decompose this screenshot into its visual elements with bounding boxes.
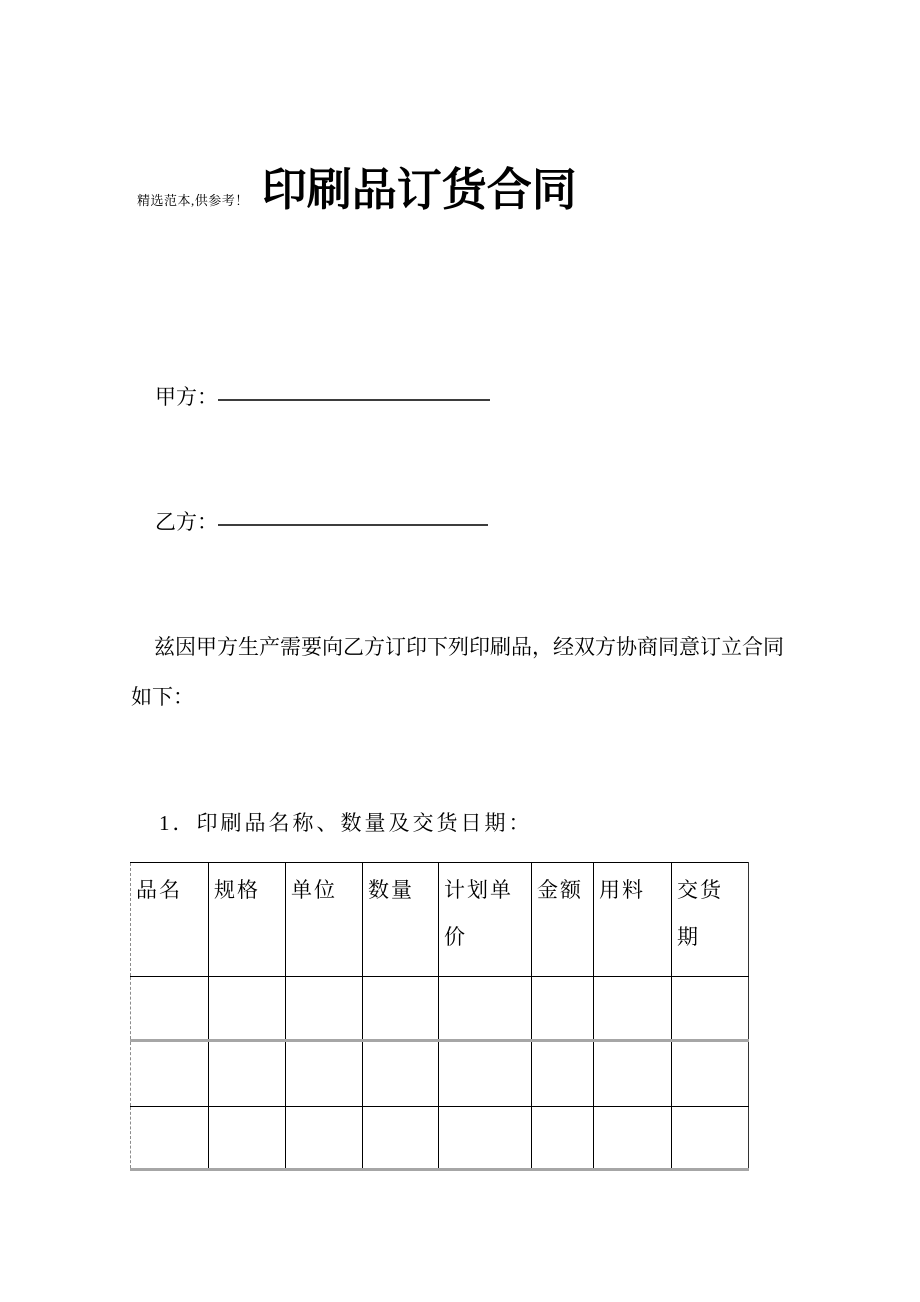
table-cell <box>286 977 363 1041</box>
party-a-line <box>155 387 490 408</box>
order-table <box>130 862 749 1171</box>
table-header-row <box>131 863 749 977</box>
party-a-label: 甲方： <box>155 385 218 409</box>
party-b-blank-line <box>218 513 488 526</box>
table-cell <box>131 1107 209 1170</box>
table-row <box>131 1041 749 1107</box>
table-row <box>131 977 749 1041</box>
table-header-jine: 金额 <box>532 863 594 977</box>
table-cell <box>672 977 749 1041</box>
table-header-yongliao: 用料 <box>594 863 672 977</box>
table-cell <box>439 1041 532 1107</box>
table-header-guige: 规格 <box>209 863 286 977</box>
table-cell <box>532 1041 594 1107</box>
table-cell <box>439 977 532 1041</box>
table-header-jihuadanjia: 计划单价 <box>439 863 532 977</box>
table-cell <box>363 1041 439 1107</box>
table-cell <box>594 1107 672 1170</box>
table-header-danwei: 单位 <box>286 863 363 977</box>
table-cell <box>286 1107 363 1170</box>
table-cell <box>209 1041 286 1107</box>
table-header-jiaohuoqi: 交货期 <box>672 863 749 977</box>
table-header-pinming: 品名 <box>131 863 209 977</box>
table-cell <box>532 977 594 1041</box>
table-cell <box>131 977 209 1041</box>
table-cell <box>594 1041 672 1107</box>
table-cell <box>131 1041 209 1107</box>
table-cell <box>363 1107 439 1170</box>
watermark-text: 精选范本,供参考！ <box>137 193 249 208</box>
table-row <box>131 1107 749 1170</box>
table-cell <box>209 977 286 1041</box>
table-cell <box>286 1041 363 1107</box>
intro-paragraph-line-2: 如下： <box>131 685 194 709</box>
document-header <box>137 164 577 223</box>
document-title: 印刷品订货合同 <box>261 164 577 215</box>
table-cell <box>532 1107 594 1170</box>
table-cell <box>209 1107 286 1170</box>
intro-paragraph <box>131 622 811 722</box>
table-cell <box>672 1107 749 1170</box>
table-cell <box>363 977 439 1041</box>
table-header-shuliang: 数量 <box>363 863 439 977</box>
intro-paragraph-line-1: 兹因甲方生产需要向乙方订印下列印刷品，经双方协商同意订立合同 <box>154 635 784 659</box>
table-cell <box>439 1107 532 1170</box>
party-b-line <box>155 512 488 533</box>
party-b-label: 乙方： <box>155 510 218 534</box>
table-cell <box>594 977 672 1041</box>
table-cell <box>672 1041 749 1107</box>
party-a-blank-line <box>218 388 490 401</box>
section-1-heading: 1．印刷品名称、数量及交货日期： <box>159 811 533 835</box>
